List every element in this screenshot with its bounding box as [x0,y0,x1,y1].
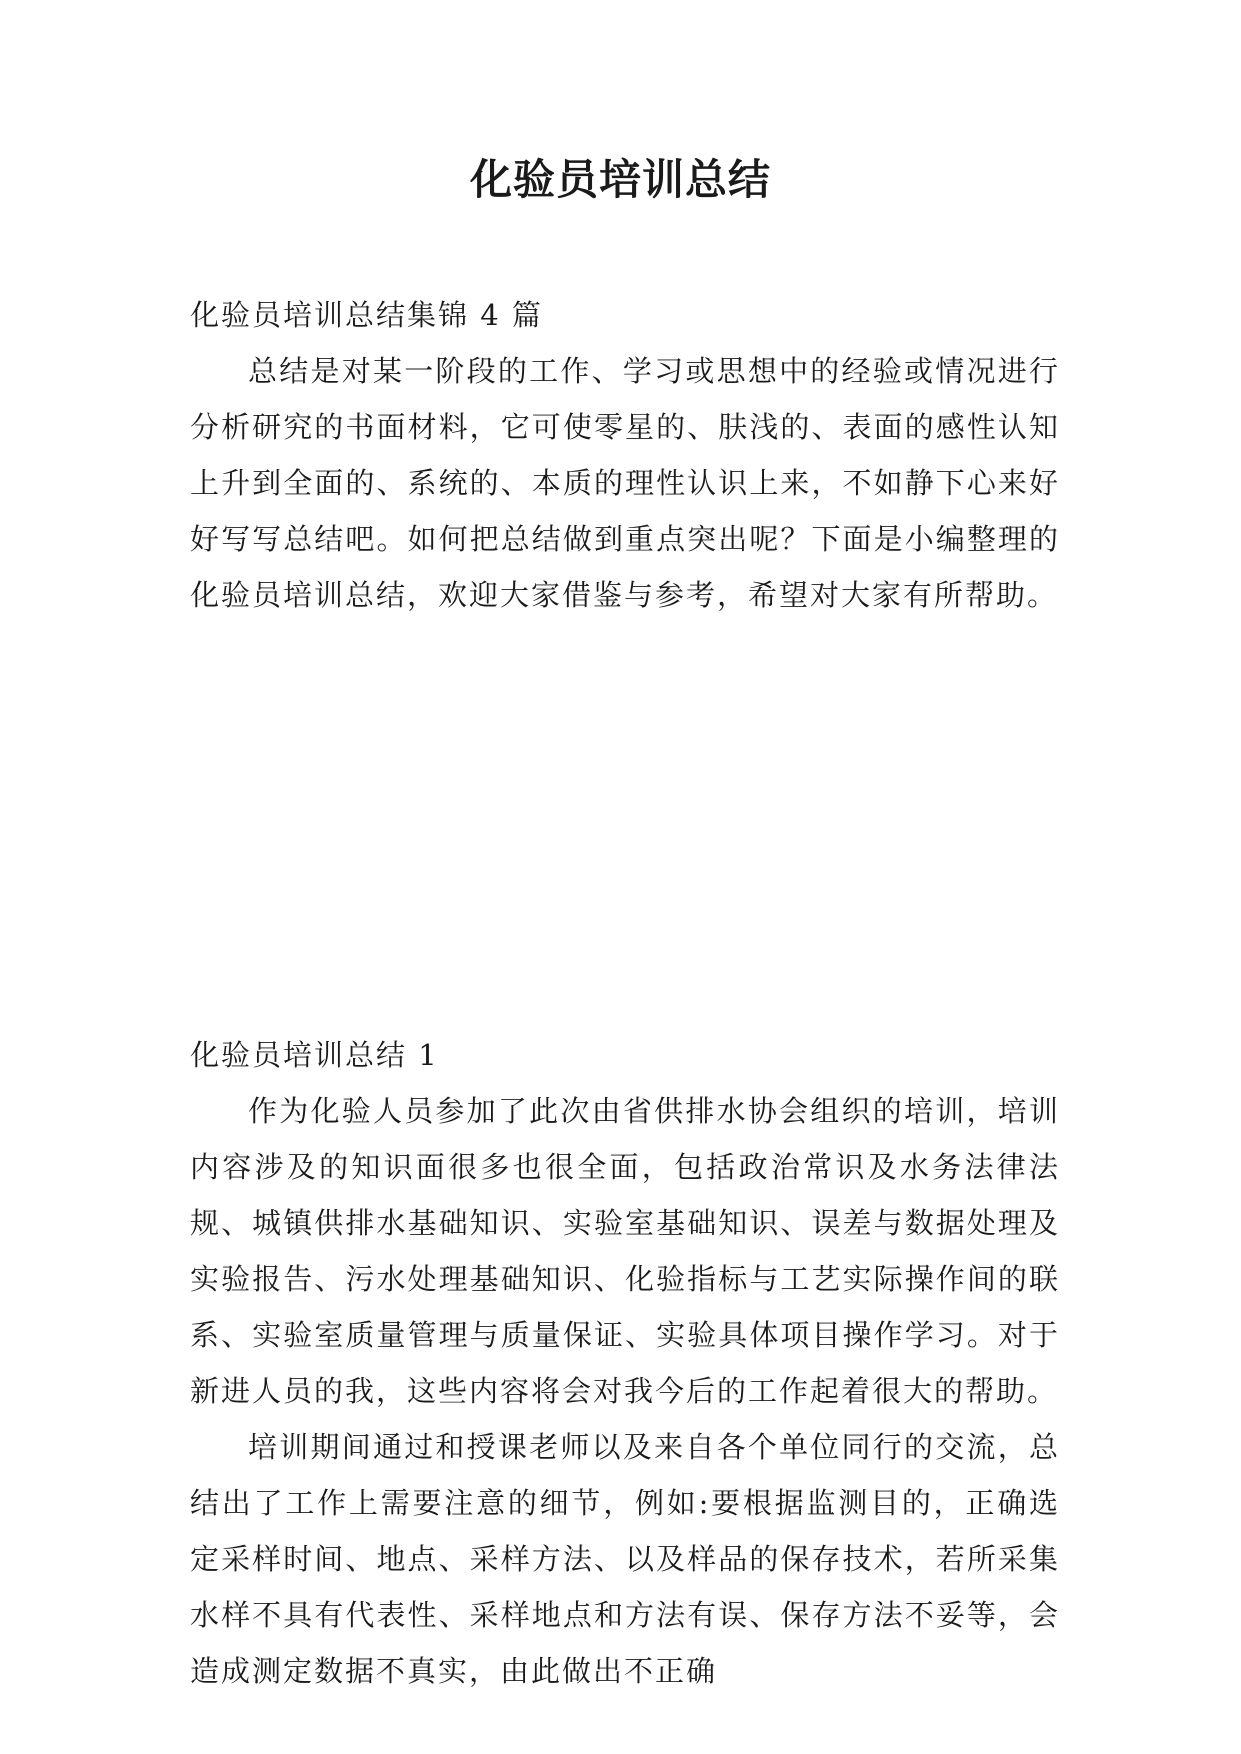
intro-paragraph: 总结是对某一阶段的工作、学习或思想中的经验或情况进行分析研究的书面材料，它可使零星的、肤浅的、表面的感性认知上升到全面的、系统的、本质的理性认识上来，不如静下心来好好写写总结吧。如何把总结做到重点突出呢？下面是小编整理的化验员培训总结，欢迎大家借鉴与参考，希望对大家有所帮助。 [190,354,1060,612]
intro-section [190,287,1060,623]
document-title: 化验员培训总结 [469,155,771,204]
section-1 [190,1027,1060,1699]
intro-heading: 化验员培训总结集锦 4 篇 [190,298,543,332]
section-1-paragraph-1: 作为化验人员参加了此次由省供排水协会组织的培训，培训内容涉及的知识面很多也很全面，包括政治常识及水务法律法规、城镇供排水基础知识、实验室基础知识、误差与数据处理及实验报告、污水处理基础知识、化验指标与工艺实际操作间的联系、实验室质量管理与质量保证、实验具体项目操作学习。对于新进人员的我，这些内容将会对我今后的工作起着很大的帮助。 [190,1094,1060,1408]
section-1-paragraph-2: 培训期间通过和授课老师以及来自各个单位同行的交流，总结出了工作上需要注意的细节，例如:要根据监测目的，正确选定采样时间、地点、采样方法、以及样品的保存技术，若所采集水样不具有代表性、采样地点和方法有误、保存方法不妥等，会造成测定数据不真实，由此做出不正确 [190,1430,1060,1688]
section-1-heading: 化验员培训总结 1 [190,1038,439,1072]
